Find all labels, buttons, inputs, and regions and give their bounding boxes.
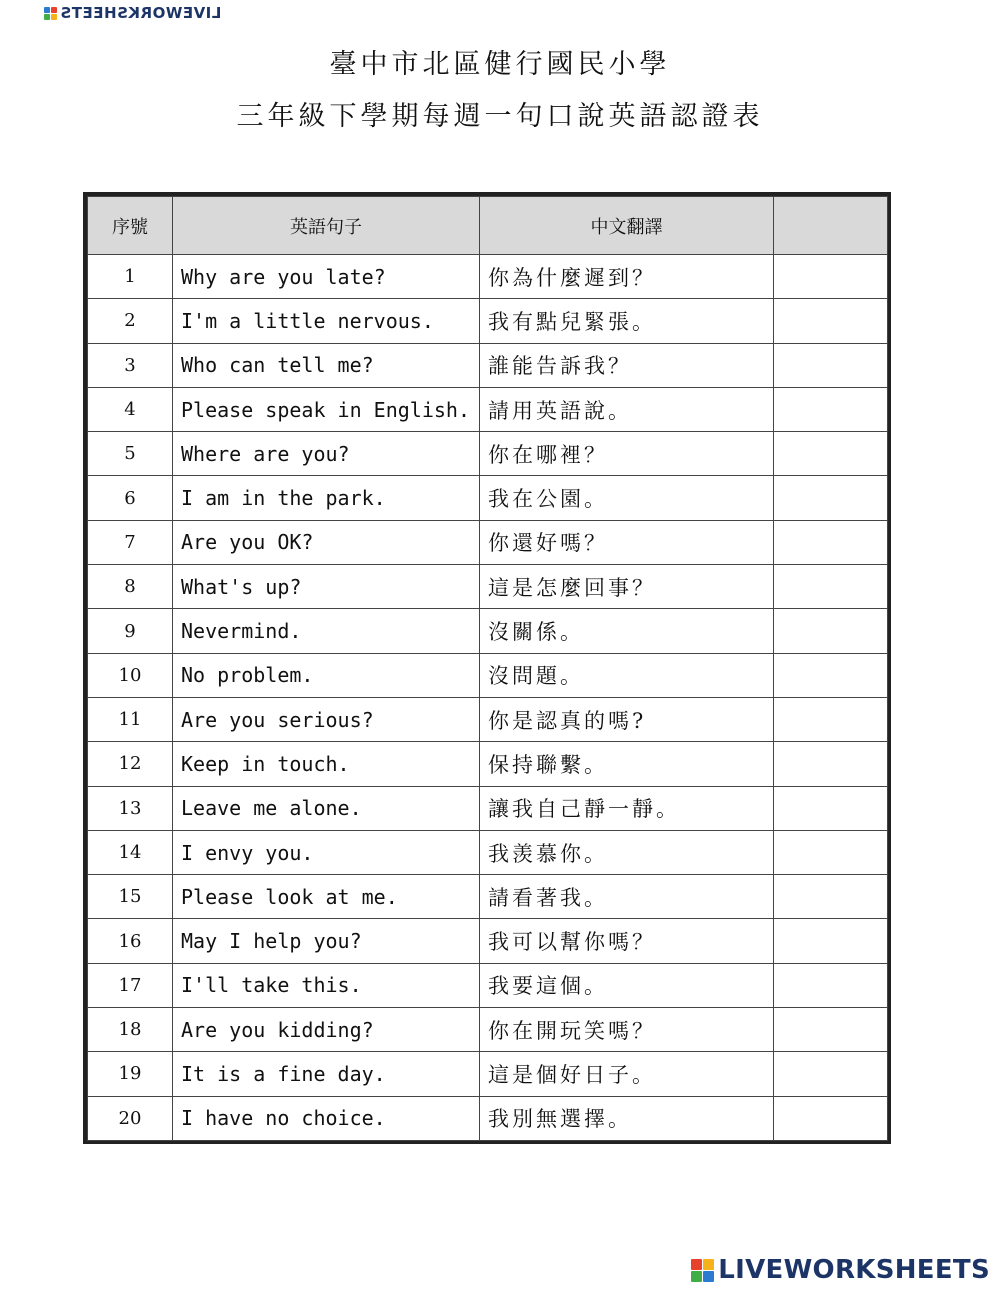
english-sentence: Please look at me.: [173, 875, 480, 919]
table-row: [88, 387, 888, 431]
table-row: [88, 476, 888, 520]
check-cell[interactable]: [774, 609, 888, 653]
logo-text-bottom: LIVEWORKSHEETS: [718, 1255, 990, 1285]
chinese-translation: 你還好嗎？: [480, 520, 774, 564]
check-cell[interactable]: [774, 919, 888, 963]
chinese-translation: 讓我自己靜一靜。: [480, 786, 774, 830]
row-number: 13: [88, 786, 173, 830]
check-cell[interactable]: [774, 653, 888, 697]
row-number: 6: [88, 476, 173, 520]
check-cell[interactable]: [774, 830, 888, 874]
chinese-translation: 我羡慕你。: [480, 830, 774, 874]
english-sentence: Keep in touch.: [173, 742, 480, 786]
chinese-translation: 這是個好日子。: [480, 1052, 774, 1096]
check-cell[interactable]: [774, 697, 888, 741]
row-number: 19: [88, 1052, 173, 1096]
chinese-translation: 你為什麼遲到？: [480, 255, 774, 299]
check-cell[interactable]: [774, 1052, 888, 1096]
english-sentence: Are you OK?: [173, 520, 480, 564]
page-title: 三年級下學期每週一句口說英語認證表: [236, 101, 764, 132]
chinese-translation: 我可以幫你嗎？: [480, 919, 774, 963]
row-number: 1: [88, 255, 173, 299]
english-sentence: I envy you.: [173, 830, 480, 874]
chinese-translation: 你是認真的嗎?: [480, 697, 774, 741]
certification-table: [87, 196, 888, 1141]
liveworksheets-logo-top: [44, 4, 221, 22]
english-sentence: It is a fine day.: [173, 1052, 480, 1096]
logo-tiles-icon: [691, 1259, 714, 1282]
check-cell[interactable]: [774, 299, 888, 343]
certification-table-frame: [83, 192, 891, 1144]
table-row: [88, 432, 888, 476]
table-row: [88, 697, 888, 741]
check-cell[interactable]: [774, 255, 888, 299]
row-number: 16: [88, 919, 173, 963]
row-number: 5: [88, 432, 173, 476]
english-sentence: Nevermind.: [173, 609, 480, 653]
chinese-translation: 請看著我。: [480, 875, 774, 919]
logo-tiles-icon: [44, 7, 57, 20]
english-sentence: Are you kidding?: [173, 1008, 480, 1052]
english-sentence: Who can tell me?: [173, 343, 480, 387]
english-sentence: What's up?: [173, 565, 480, 609]
row-number: 18: [88, 1008, 173, 1052]
chinese-translation: 沒關係。: [480, 609, 774, 653]
row-number: 3: [88, 343, 173, 387]
table-row: [88, 742, 888, 786]
row-number: 11: [88, 697, 173, 741]
row-number: 7: [88, 520, 173, 564]
table-row: [88, 1052, 888, 1096]
table-row: [88, 1008, 888, 1052]
row-number: 17: [88, 963, 173, 1007]
english-sentence: No problem.: [173, 653, 480, 697]
row-number: 12: [88, 742, 173, 786]
table-body: [88, 255, 888, 1141]
row-number: 2: [88, 299, 173, 343]
chinese-translation: 這是怎麼回事？: [480, 565, 774, 609]
chinese-translation: 我在公園。: [480, 476, 774, 520]
check-cell[interactable]: [774, 520, 888, 564]
english-sentence: I have no choice.: [173, 1096, 480, 1140]
liveworksheets-logo-bottom: [691, 1254, 990, 1286]
row-number: 15: [88, 875, 173, 919]
english-sentence: Where are you?: [173, 432, 480, 476]
row-number: 20: [88, 1096, 173, 1140]
english-sentence: I'm a little nervous.: [173, 299, 480, 343]
check-cell[interactable]: [774, 963, 888, 1007]
table-row: [88, 963, 888, 1007]
chinese-translation: 我別無選擇。: [480, 1096, 774, 1140]
row-number: 4: [88, 387, 173, 431]
header-check: [774, 197, 888, 255]
table-row: [88, 343, 888, 387]
english-sentence: May I help you?: [173, 919, 480, 963]
table-row: [88, 830, 888, 874]
header-english: 英語句子: [173, 197, 480, 255]
chinese-translation: 我有點兒緊張。: [480, 299, 774, 343]
chinese-translation: 我要這個。: [480, 963, 774, 1007]
check-cell[interactable]: [774, 565, 888, 609]
check-cell[interactable]: [774, 432, 888, 476]
chinese-translation: 保持聯繫。: [480, 742, 774, 786]
check-cell[interactable]: [774, 387, 888, 431]
row-number: 14: [88, 830, 173, 874]
check-cell[interactable]: [774, 1096, 888, 1140]
table-row: [88, 255, 888, 299]
chinese-translation: 你在哪裡？: [480, 432, 774, 476]
header-number: 序號: [88, 197, 173, 255]
english-sentence: Please speak in English.: [173, 387, 480, 431]
chinese-translation: 你在開玩笑嗎？: [480, 1008, 774, 1052]
row-number: 10: [88, 653, 173, 697]
logo-text-top: LIVEWORKSHEETS: [60, 4, 222, 22]
chinese-translation: 誰能告訴我？: [480, 343, 774, 387]
chinese-translation: 請用英語說。: [480, 387, 774, 431]
english-sentence: I am in the park.: [173, 476, 480, 520]
row-number: 9: [88, 609, 173, 653]
english-sentence: I'll take this.: [173, 963, 480, 1007]
check-cell[interactable]: [774, 476, 888, 520]
table-row: [88, 1096, 888, 1140]
chinese-translation: 沒問題。: [480, 653, 774, 697]
table-header-row: [88, 197, 888, 255]
table-row: [88, 299, 888, 343]
check-cell[interactable]: [774, 1008, 888, 1052]
table-row: [88, 786, 888, 830]
check-cell[interactable]: [774, 343, 888, 387]
header-chinese: 中文翻譯: [480, 197, 774, 255]
row-number: 8: [88, 565, 173, 609]
table-row: [88, 520, 888, 564]
check-cell[interactable]: [774, 786, 888, 830]
check-cell[interactable]: [774, 742, 888, 786]
check-cell[interactable]: [774, 875, 888, 919]
table-row: [88, 875, 888, 919]
table-row: [88, 919, 888, 963]
english-sentence: Are you serious?: [173, 697, 480, 741]
english-sentence: Why are you late?: [173, 255, 480, 299]
table-row: [88, 609, 888, 653]
english-sentence: Leave me alone.: [173, 786, 480, 830]
school-name: 臺中市北區健行國民小學: [329, 49, 671, 80]
table-row: [88, 565, 888, 609]
table-row: [88, 653, 888, 697]
